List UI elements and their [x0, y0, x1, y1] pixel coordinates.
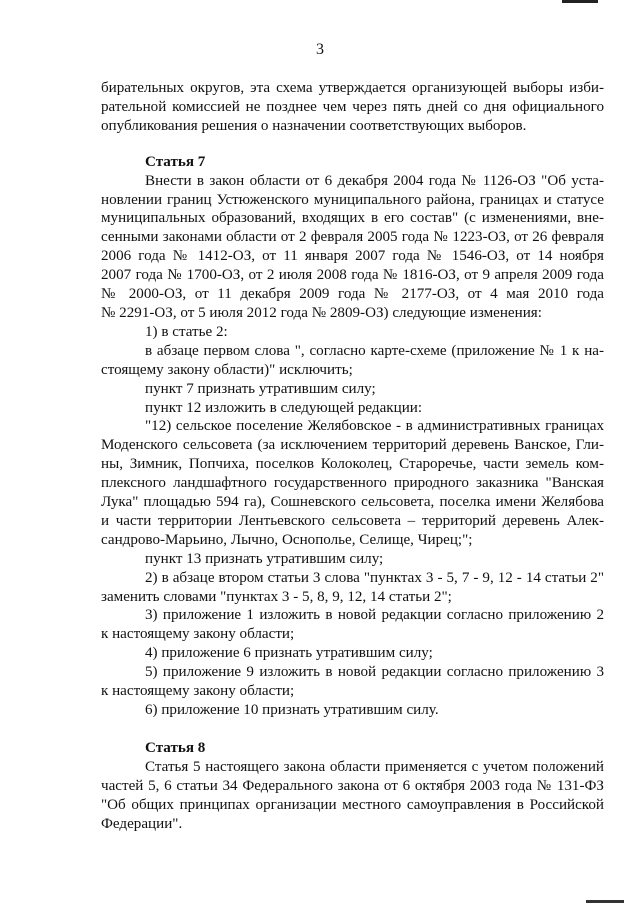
text-line: в абзаце первом слова ", согласно карте-схеме (приложение № 1 к на-: [145, 342, 604, 359]
text-line: Федерации".: [101, 815, 183, 832]
page-number: 3: [316, 41, 324, 58]
article-heading: Статья 7: [145, 153, 206, 170]
text-line: 5) приложение 9 изложить в новой редакции согласно приложению 3: [145, 664, 604, 681]
text-line: ны, Зимник, Попчиха, поселков Колоколец, Староречье, части земель ком-: [101, 456, 604, 473]
text-line: пункт 12 изложить в следующей редакции:: [145, 399, 423, 416]
text-line: 3) приложение 1 изложить в новой редакции согласно приложению 2: [145, 607, 604, 624]
text-line: опубликования решения о назначении соответствующих выборов.: [101, 117, 527, 134]
text-line: муниципальных образований, входящих в его состав" (с изменениями, вне-: [101, 210, 604, 227]
text-line: сенными законами области от 2 февраля 2005 года № 1223-ОЗ, от 26 февраля: [101, 229, 604, 246]
text-line: "12) сельское поселение Желябовское - в административных границах: [145, 418, 604, 435]
text-line: новлении границ Устюженского муниципального района, границах и статусе: [101, 191, 604, 208]
text-line: стоящему закону области)" исключить;: [101, 361, 353, 378]
text-line: и части территории Лентьевского сельсовета – территорий деревень Алек-: [101, 512, 604, 529]
text-line: рательной комиссией не позднее чем через пять дней со дня официального: [101, 98, 604, 115]
text-line: 4) приложение 6 признать утратившим силу;: [145, 645, 433, 662]
text-line: заменить словами "пунктах 3 - 5, 8, 9, 12, 14 статьи 2";: [101, 588, 452, 605]
text-line: сандрово-Марьино, Лычно, Оснополье, Селище, Чирец;";: [101, 531, 473, 548]
article-heading: Статья 8: [145, 739, 206, 756]
text-line: 6) приложение 10 признать утратившим силу.: [145, 702, 439, 718]
text-line: к настоящему закону области;: [101, 683, 295, 700]
text-line: 1) в статье 2:: [145, 323, 228, 340]
text-line: Статья 5 настоящего закона области применяется с учетом положений: [145, 758, 604, 775]
scan-artifact: [562, 0, 598, 3]
text-line: бирательных округов, эта схема утверждается организующей выборы изби-: [101, 80, 604, 96]
text-line: к настоящему закону области;: [101, 626, 295, 643]
text-line: Внести в закон области от 6 декабря 2004 года № 1126-ОЗ "Об уста-: [145, 172, 604, 189]
text-line: частей 5, 6 статьи 34 Федерального закона от 6 октября 2003 года № 131-ФЗ: [101, 777, 604, 794]
text-line: 2007 года № 1700-ОЗ, от 2 июля 2008 года № 1816-ОЗ, от 9 апреля 2009 года: [101, 267, 604, 284]
text-line: плексного ландшафтного государственного природного заказника "Ванская: [101, 475, 604, 492]
text-line: пункт 7 признать утратившим силу;: [145, 380, 376, 397]
text-line: № 2000-ОЗ, от 11 декабря 2009 года № 2177-ОЗ, от 4 мая 2010 года: [101, 286, 604, 303]
text-line: 2006 года № 1412-ОЗ, от 11 января 2007 года № 1546-ОЗ, от 14 ноября: [101, 248, 604, 265]
text-line: Моденского сельсовета (за исключением территорий деревень Ванское, Гли-: [101, 437, 604, 454]
scan-artifact: [586, 900, 624, 903]
text-line: пункт 13 признать утратившим силу;: [145, 550, 384, 567]
text-line: № 2291-ОЗ, от 5 июля 2012 года № 2809-ОЗ) следующие изменения:: [101, 304, 542, 321]
text-line: Лука" площадью 594 га), Сошневского сельсовета, поселка имени Желябова: [101, 494, 604, 511]
text-line: "Об общих принципах организации местного самоуправления в Российской: [101, 796, 604, 813]
text-line: 2) в абзаце втором статьи 3 слова "пунктах 3 - 5, 7 - 9, 12 - 14 статьи 2": [145, 569, 604, 586]
document-body: [101, 79, 604, 833]
